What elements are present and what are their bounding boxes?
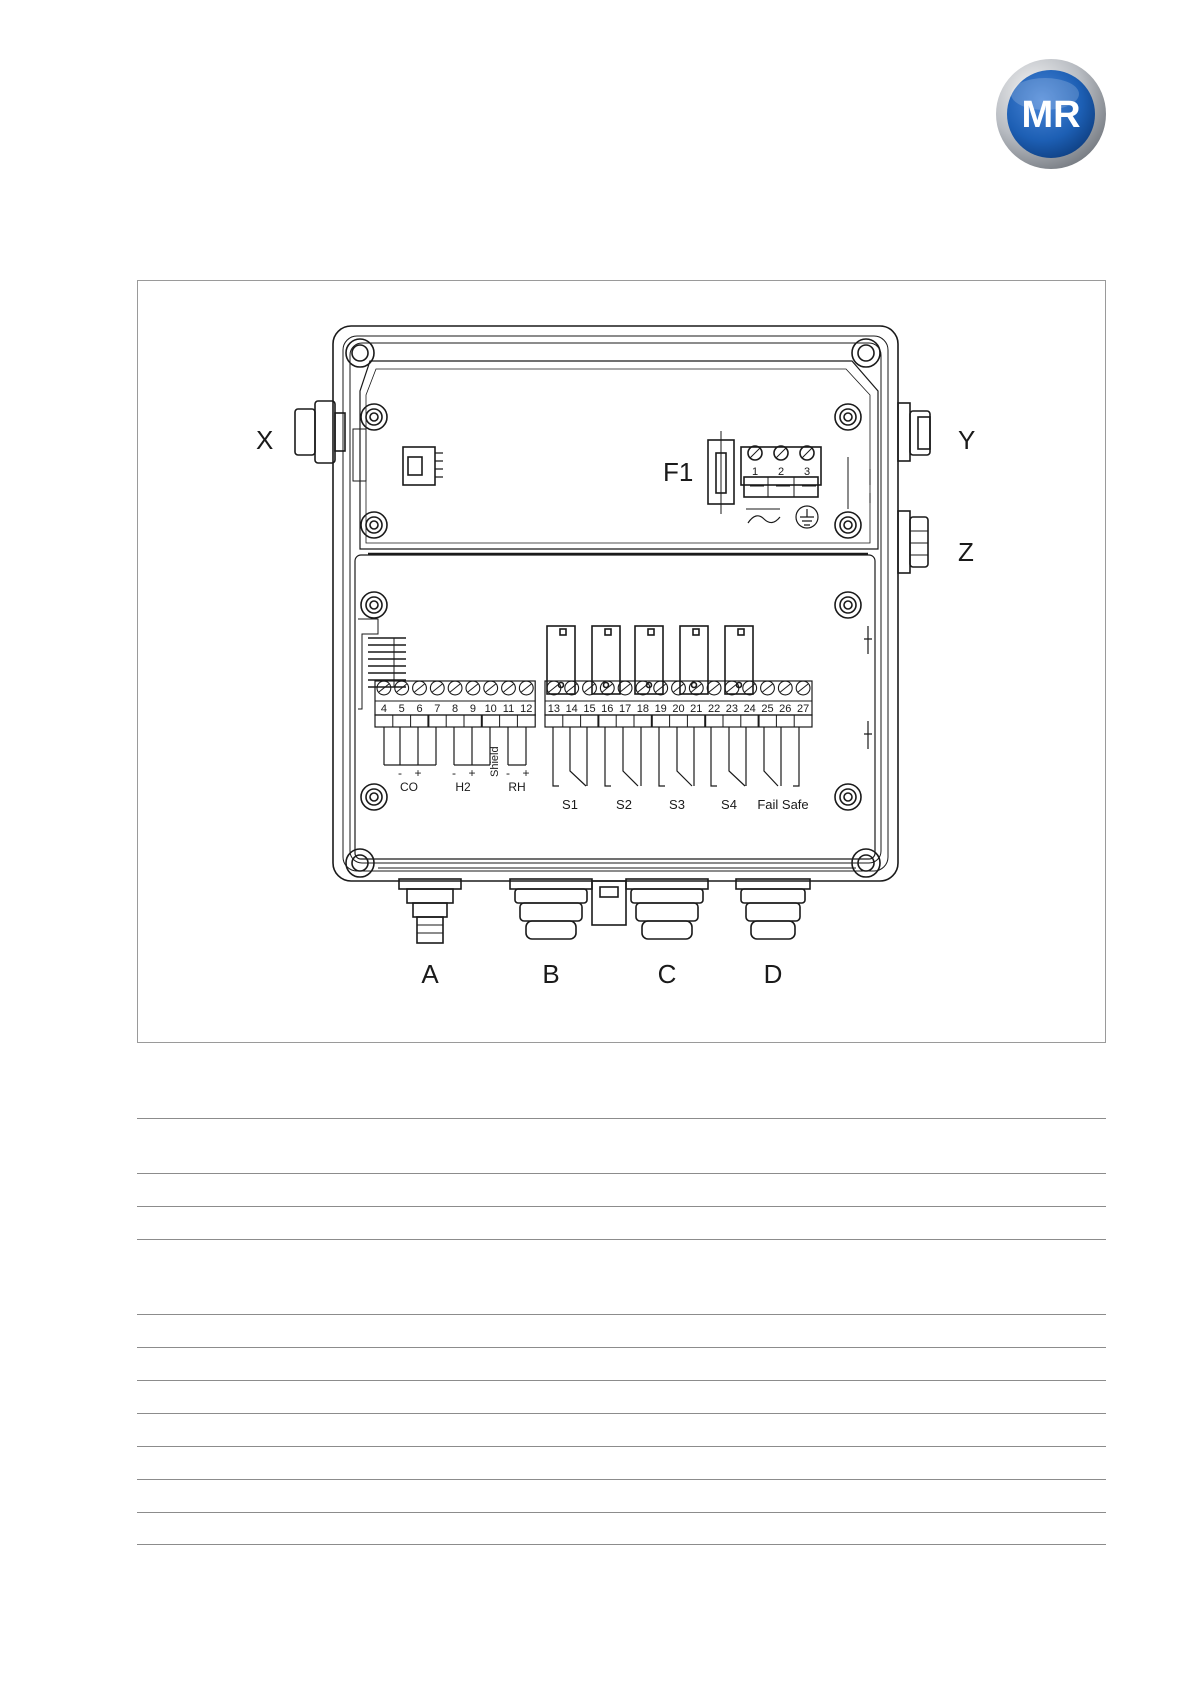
- polarity-label: +: [414, 766, 422, 780]
- legend-row: [137, 1512, 1106, 1545]
- gland-label-c: C: [657, 959, 677, 989]
- legend-row: [137, 1173, 1106, 1206]
- polarity-label: +: [468, 766, 476, 780]
- terminal-number: 25: [761, 703, 774, 715]
- terminal-number: 20: [672, 703, 685, 715]
- terminal-number: 21: [690, 703, 703, 715]
- terminal-box-diagram: [138, 281, 1107, 1044]
- connector-x: [295, 401, 366, 481]
- legend-table: [137, 1118, 1106, 1545]
- terminal-number: 23: [725, 703, 739, 715]
- gland-label-a: A: [421, 959, 439, 989]
- terminal-number: 16: [601, 703, 614, 715]
- relay-label-fail-safe: Fail Safe: [757, 797, 809, 812]
- terminal-number: 26: [779, 703, 792, 715]
- terminal-number: 9: [469, 703, 476, 715]
- terminal-number: 11: [502, 703, 515, 715]
- ribbon-connector: [358, 619, 406, 709]
- gland-c: [626, 879, 708, 939]
- sensor-label-co: CO: [400, 780, 418, 794]
- legend-row: [137, 1239, 1106, 1314]
- terminal-number: 7: [434, 703, 441, 715]
- power-terminal-label: 1: [751, 466, 759, 478]
- legend-row: [137, 1206, 1106, 1239]
- terminal-number: 19: [654, 703, 667, 715]
- label-y: Y: [958, 425, 976, 455]
- sensor-wiring: [384, 727, 526, 765]
- label-f1: F1: [663, 457, 694, 487]
- earth-symbol: [796, 506, 818, 528]
- terminal-number: 22: [707, 703, 721, 715]
- gland-bridge: [592, 881, 626, 925]
- polarity-label: -: [506, 766, 510, 780]
- legend-row: [137, 1118, 1106, 1173]
- connector-z: [898, 511, 928, 573]
- gland-d: [736, 879, 810, 939]
- terminal-number: 17: [618, 703, 632, 715]
- relay-wiring: [553, 727, 799, 786]
- terminal-number: 13: [547, 703, 561, 715]
- relay-label-s3: S3: [669, 797, 685, 812]
- legend-row: [137, 1413, 1106, 1446]
- relays: [547, 626, 753, 694]
- terminal-number: 24: [743, 703, 756, 715]
- terminal-number: 14: [565, 703, 578, 715]
- terminal-number: 10: [484, 703, 497, 715]
- clip-mark: [864, 626, 872, 654]
- terminal-number: 12: [520, 703, 533, 715]
- gland-label-d: D: [763, 959, 783, 989]
- terminal-number: 8: [452, 703, 459, 715]
- gland-label-b: B: [542, 959, 560, 989]
- polarity-label: -: [452, 766, 456, 780]
- polarity-label: -: [398, 766, 402, 780]
- terminal-number: 27: [796, 703, 810, 715]
- gland-a: [399, 879, 461, 943]
- legend-row: [137, 1479, 1106, 1512]
- legend-row: [137, 1446, 1106, 1479]
- sensor-label-rh: RH: [508, 780, 526, 794]
- terminal-number: 4: [380, 703, 387, 715]
- fuse-f1: [708, 431, 734, 514]
- terminal-number: 5: [398, 703, 405, 715]
- logo-text: MR: [1021, 94, 1081, 136]
- relay-label-s1: S1: [562, 797, 578, 812]
- mr-logo: [995, 58, 1107, 170]
- legend-row: [137, 1314, 1106, 1347]
- gland-b: [510, 879, 592, 939]
- label-z: Z: [958, 537, 974, 567]
- board-connector: [403, 447, 443, 485]
- clip-mark: [864, 721, 872, 749]
- sensor-label-shield: Shield: [489, 746, 501, 777]
- sensor-label-h2: H2: [455, 780, 471, 794]
- terminal-number: 6: [416, 703, 423, 715]
- power-terminal-label: 2: [777, 466, 785, 478]
- legend-row: [137, 1380, 1106, 1413]
- terminal-number: 18: [636, 703, 650, 715]
- label-x: X: [256, 425, 274, 455]
- legend-row: [137, 1347, 1106, 1380]
- ac-symbol: [748, 516, 780, 523]
- terminal-number: 15: [583, 703, 596, 715]
- relay-label-s4: S4: [721, 797, 737, 812]
- relay-label-s2: S2: [616, 797, 632, 812]
- mr-logo-icon: [995, 58, 1107, 170]
- wiring-figure: [137, 280, 1106, 1043]
- polarity-label: +: [522, 766, 530, 780]
- relay-terminal-block: [545, 681, 812, 727]
- sensor-terminal-block: [375, 681, 535, 727]
- connector-y: [898, 403, 930, 461]
- power-terminal-label: 3: [803, 466, 811, 478]
